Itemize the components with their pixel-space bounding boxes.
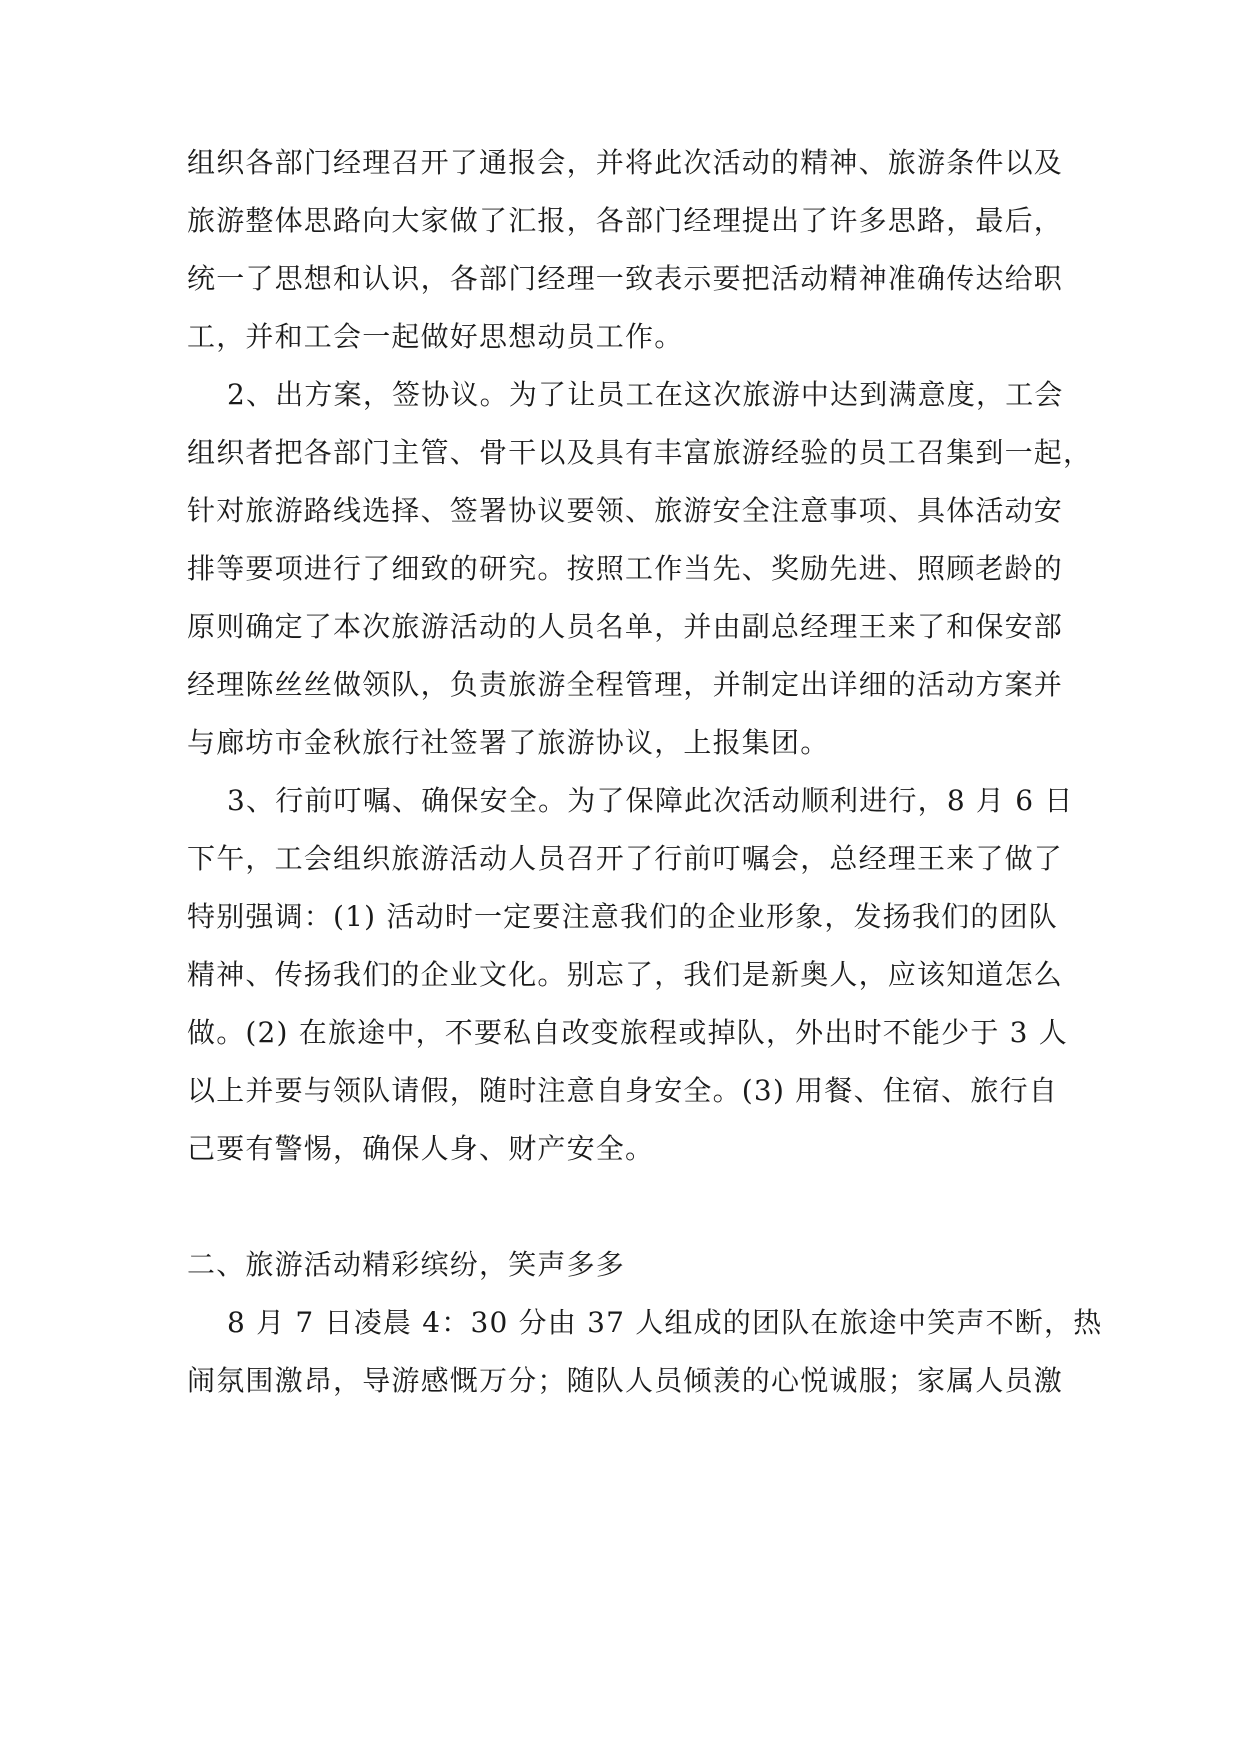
paragraph-3-line-6: 以上并要与领队请假，随时注意自身安全。(3) 用餐、住宿、旅行自 — [187, 1074, 1058, 1107]
paragraph-1-line-4: 工，并和工会一起做好思想动员工作。 — [187, 320, 684, 353]
paragraph-4-line-2: 闹氛围激昂，导游感慨万分；随队人员倾羡的心悦诚服；家属人员激 — [187, 1364, 1064, 1397]
paragraph-1-line-1: 组织各部门经理召开了通报会，并将此次活动的精神、旅游条件以及 — [187, 146, 1064, 179]
paragraph-1-line-3: 统一了思想和认识，各部门经理一致表示要把活动精神准确传达给职 — [187, 262, 1064, 295]
section-heading: 二、旅游活动精彩缤纷，笑声多多 — [187, 1248, 626, 1281]
paragraph-4-line-1: 8 月 7 日凌晨 4：30 分由 37 人组成的团队在旅途中笑声不断，热 — [227, 1306, 1103, 1339]
paragraph-1-line-2: 旅游整体思路向大家做了汇报，各部门经理提出了许多思路，最后， — [187, 204, 1064, 237]
paragraph-2-line-6: 经理陈丝丝做领队，负责旅游全程管理，并制定出详细的活动方案并 — [187, 668, 1064, 701]
paragraph-2-line-1: 2、出方案，签协议。为了让员工在这次旅游中达到满意度，工会 — [227, 378, 1064, 411]
paragraph-3-line-2: 下午，工会组织旅游活动人员召开了行前叮嘱会，总经理王来了做了 — [187, 842, 1064, 875]
paragraph-3-line-4: 精神、传扬我们的企业文化。别忘了，我们是新奥人，应该知道怎么 — [187, 958, 1064, 991]
paragraph-3-line-1: 3、行前叮嘱、确保安全。为了保障此次活动顺利进行，8 月 6 日 — [227, 784, 1074, 817]
paragraph-3-line-5: 做。(2) 在旅途中，不要私自改变旅程或掉队，外出时不能少于 3 人 — [187, 1016, 1068, 1049]
paragraph-2-line-7: 与廊坊市金秋旅行社签署了旅游协议，上报集团。 — [187, 726, 830, 759]
paragraph-3-line-3: 特别强调：(1) 活动时一定要注意我们的企业形象，发扬我们的团队 — [187, 900, 1058, 933]
paragraph-3-line-7: 己要有警惕，确保人身、财产安全。 — [187, 1132, 655, 1165]
paragraph-2-line-2: 组织者把各部门主管、骨干以及具有丰富旅游经验的员工召集到一起， — [187, 436, 1093, 469]
paragraph-2-line-5: 原则确定了本次旅游活动的人员名单，并由副总经理王来了和保安部 — [187, 610, 1064, 643]
paragraph-2-line-4: 排等要项进行了细致的研究。按照工作当先、奖励先进、照顾老龄的 — [187, 552, 1064, 585]
paragraph-2-line-3: 针对旅游路线选择、签署协议要领、旅游安全注意事项、具体活动安 — [187, 494, 1064, 527]
